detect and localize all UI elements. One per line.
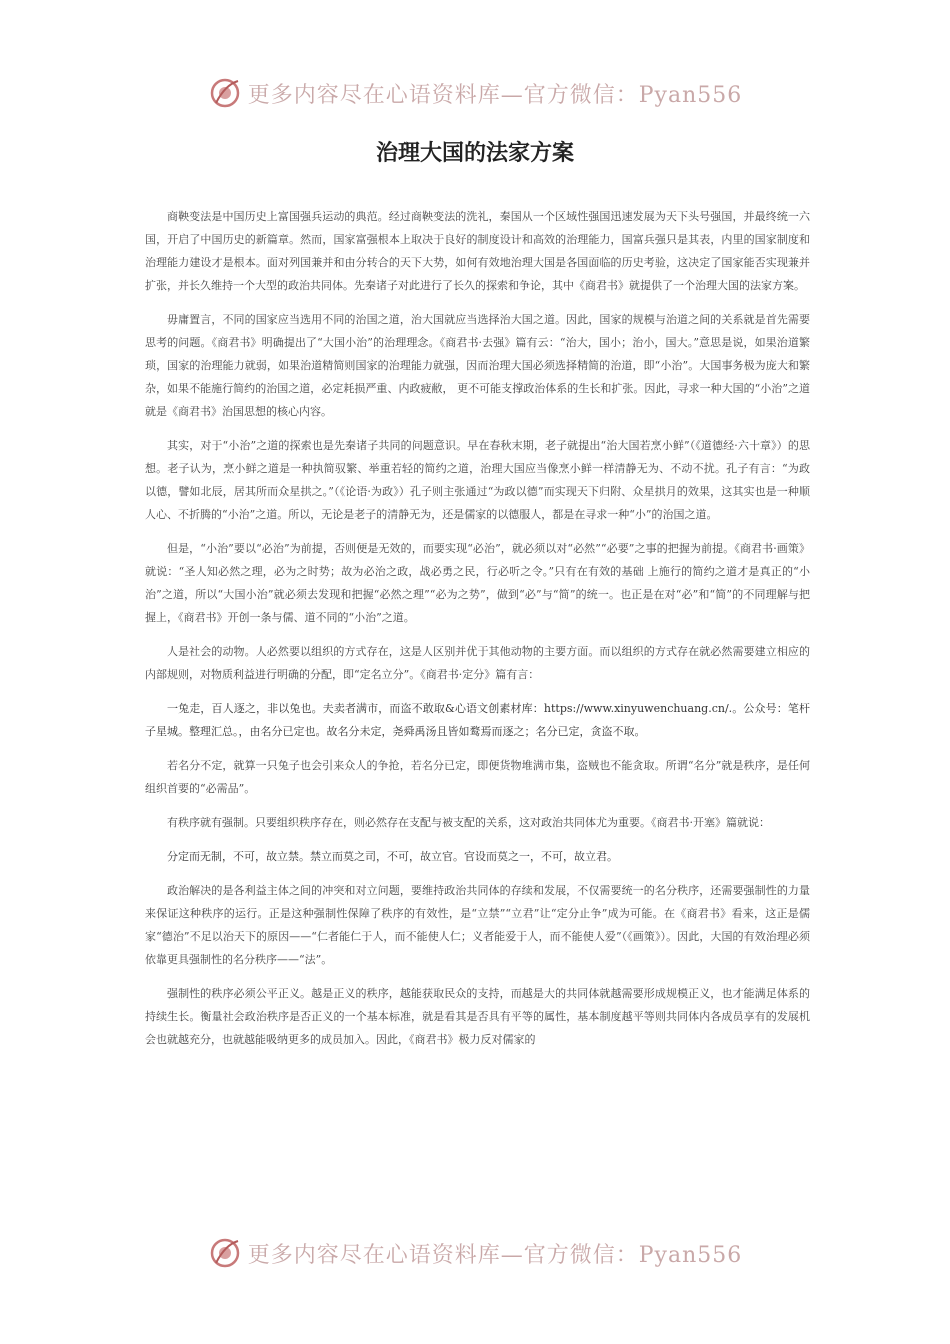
paragraph: 强制性的秩序必须公平正义。越是正义的秩序，越能获取民众的支持，而越是大的共同体就越需要形成规模正义，也才能满足体系的持续生长。衡量社会政治秩序是否正义的一个基本标准，就是看其是否具有平等的属性，基本制度越平等则共同体内各成员享有的发展机会也就越充分，也就越能吸纳更多的成员加入。因此，《商君书》极力反对儒家的 [145, 987, 810, 1046]
quote-paragraph: 分定而无制，不可，故立禁。禁立而莫之司，不可，故立官。官设而莫之一，不可，故立君。 [167, 850, 618, 863]
header-banner-text: 更多内容尽在心语资料库—官方微信：Pyan556 [247, 82, 743, 108]
header-banner [0, 68, 950, 118]
paragraph: 商鞅变法是中国历史上富国强兵运动的典范。经过商鞅变法的洗礼，秦国从一个区域性强国迅速发展为天下头号强国，并最终统一六国，开启了中国历史的新篇章。然而，国家富强根本上取决于良好的制度设计和高效的治理能力，国富兵强只是其表，内里的国家制度和治理能力建设才是根本。面对列国兼并和由分转合的天下大势，如何有效地治理大国是各国面临的历史考验，这决定了国家能否实现兼并扩张，并长久维持一个大型的政治共同体。先秦诸子对此进行了长久的探索和争论，其中《商君书》就提供了一个治理大国的法家方案。 [145, 210, 810, 292]
footer-banner-text: 更多内容尽在心语资料库—官方微信：Pyan556 [247, 1242, 743, 1268]
paragraph: 但是，“小治”要以“必治”为前提，否则便是无效的，而要实现“必治”，就必须以对“必然”“必要”之事的把握为前提。《商君书·画策》就说：“圣人知必然之理，必为之时势；故为必治之政，战必勇之民，行必听之令。”只有在有效的基础 上施行的简约之道才是真正的“小治”之道，所以“大国小治”就必须去发现和把握“必然之理”“必为之势”，做到“必”与“简”的统一。也正是在对“必”和“简”的不同理解与把握上，《商君书》开创一条与儒、道不同的“小治”之道。 [145, 542, 810, 624]
paragraph: 毋庸置言，不同的国家应当选用不同的治国之道，治大国就应当选择治大国之道。因此，国家的规模与治道之间的关系就是首先需要思考的问题。《商君书》明确提出了“大国小治”的治理理念。《商君书·去强》篇有云：“治大，国小；治小，国大。”意思是说，如果治道繁琐，国家的治理能力就弱，如果治道精简则国家的治理能力就强，因而治理大国必须选择精简的治道，即“小治”。大国事务极为庞大和繁杂，如果不能施行简约的治国之道，必定耗损严重、内政疲敝， 更不可能支撑政治体系的生长和扩张。因此，寻求一种大国的“小治”之道就是《商君书》治国思想的核心内容。 [145, 313, 810, 418]
paragraph: 政治解决的是各利益主体之间的冲突和对立问题，要维持政治共同体的存续和发展，不仅需要统一的名分秩序，还需要强制性的力量来保证这种秩序的运行。正是这种强制性保障了秩序的有效性，是“立禁”“立君”让“定分止争”成为可能。在《商君书》看来，这正是儒家“德治”不足以治天下的原因——“仁者能仁于人，而不能使人仁；义者能爱于人，而不能使人爱”（《画策》）。因此，大国的有效治理必须依靠更具强制性的名分秩序——“法”。 [145, 884, 810, 966]
document-body [145, 205, 810, 1062]
paragraph: 有秩序就有强制。只要组织秩序存在，则必然存在支配与被支配的关系，这对政治共同体尤为重要。《商君书·开塞》篇就说： [167, 816, 770, 829]
quote-paragraph: 一兔走，百人逐之，非以兔也。夫卖者满市，而盗不敢取&心语文创素材库：https://www.xinyuwenchuang.cn/.。公众号：笔杆子星城。整理汇总。，由名分已定也。故名分未定，尧舜禹汤且皆如鹜焉而逐之；名分已定，贪盗不取。 [145, 702, 810, 738]
paragraph: 人是社会的动物。人必然要以组织的方式存在，这是人区别并优于其他动物的主要方面。而以组织的方式存在就必然需要建立相应的内部规则，对物质利益进行明确的分配，即“定名立分”。《商君书·定分》篇有言： [145, 645, 810, 681]
document-title: 治理大国的法家方案 [375, 141, 574, 166]
flower-logo-icon [208, 1235, 244, 1271]
paragraph: 若名分不定，就算一只兔子也会引来众人的争抢，若名分已定，即便货物堆满市集，盗贼也不能贪取。所谓“名分”就是秩序，是任何组织首要的“必需品”。 [145, 759, 810, 795]
footer-banner [0, 1228, 950, 1278]
flower-logo-icon [208, 75, 244, 111]
paragraph: 其实，对于“小治”之道的探索也是先秦诸子共同的问题意识。早在春秋末期，老子就提出“治大国若烹小鲜”（《道德经·六十章》）的思想。老子认为，烹小鲜之道是一种执简驭繁、举重若轻的简约之道，治理大国应当像烹小鲜一样清静无为、不动不扰。孔子有言：“为政以德，譬如北辰，居其所而众星拱之。”（《论语·为政》）孔子则主张通过“为政以德”而实现天下归附、众星拱月的效果，这其实也是一种顺人心、不折腾的“小治”之道。所以，无论是老子的清静无为，还是儒家的以德服人，都是在寻求一种“小”的治国之道。 [145, 439, 810, 521]
